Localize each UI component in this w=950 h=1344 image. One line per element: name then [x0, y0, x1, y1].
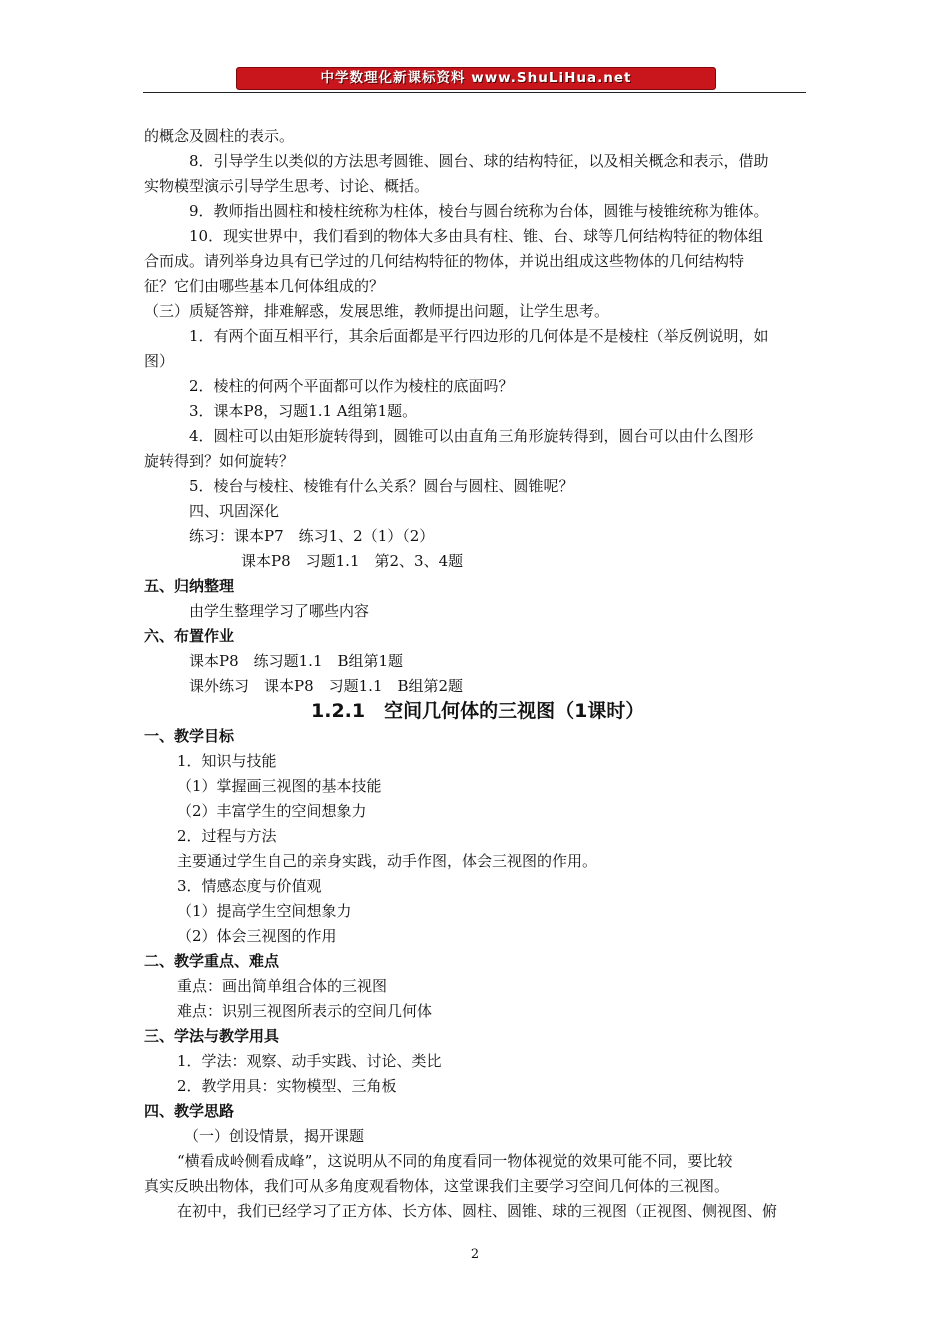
text-line: “横看成岭侧看成峰”，这说明从不同的角度看同一物体视觉的效果可能不同，要比较 [177, 1152, 733, 1170]
text-line: （三）质疑答辩，排难解惑，发展思维，教师提出问题，让学生思考。 [144, 302, 610, 320]
text-line: 主要通过学生自己的亲身实践，动手作图，体会三视图的作用。 [177, 852, 598, 870]
text-line: 1．有两个面互相平行，其余后面都是平行四边形的几何体是不是棱柱（举反例说明，如 [189, 327, 769, 345]
text-line: 由学生整理学习了哪些内容 [189, 602, 370, 620]
text-line: 难点：识别三视图所表示的空间几何体 [177, 1002, 433, 1020]
text-line: 1．学法：观察、动手实践、讨论、类比 [177, 1052, 442, 1070]
text-line: 10．现实世界中，我们看到的物体大多由具有柱、锥、台、球等几何结构特征的物体组 [189, 227, 764, 245]
page-number: 2 [470, 1247, 480, 1262]
text-line: （1）提高学生空间想象力 [177, 902, 352, 920]
text-line: （2）丰富学生的空间想象力 [177, 802, 367, 820]
text-line: 合而成。请列举身边具有已学过的几何结构特征的物体，并说出组成这些物体的几何结构特 [144, 252, 745, 270]
text-line: 3．情感态度与价值观 [177, 877, 322, 895]
text-line: 征？它们由哪些基本几何体组成的？ [144, 277, 385, 295]
lesson-title: 1.2.1 空间几何体的三视图（1课时） [311, 700, 645, 722]
text-line: 课外练习 课本P8 习题1.1 B组第2题 [189, 677, 464, 695]
text-line: 5．棱台与棱柱、棱锥有什么关系？圆台与圆柱、圆锥呢？ [189, 477, 574, 495]
text-line: （1）掌握画三视图的基本技能 [177, 777, 382, 795]
text-line: 实物模型演示引导学生思考、讨论、概括。 [144, 177, 430, 195]
section-heading: 一、教学目标 [144, 727, 235, 745]
text-line: 课本P8 练习题1.1 B组第1题 [189, 652, 404, 670]
text-line: 9．教师指出圆柱和棱柱统称为柱体，棱台与圆台统称为台体，圆锥与棱锥统称为锥体。 [189, 202, 769, 220]
section-heading: 五、归纳整理 [144, 577, 235, 595]
section-heading: 三、学法与教学用具 [144, 1027, 280, 1045]
section-heading: 六、布置作业 [144, 627, 235, 645]
text-line: 课本P8 习题1.1 第2、3、4题 [241, 552, 464, 570]
section-heading: 四、教学思路 [144, 1102, 235, 1120]
text-line: 2．教学用具：实物模型、三角板 [177, 1077, 397, 1095]
text-line: 1．知识与技能 [177, 752, 277, 770]
text-line: 图） [144, 352, 175, 370]
text-line: 8．引导学生以类似的方法思考圆锥、圆台、球的结构特征，以及相关概念和表示，借助 [189, 152, 769, 170]
text-line: 旋转得到？如何旋转？ [144, 452, 295, 470]
text-line: 3．课本P8，习题1.1 A组第1题。 [189, 402, 418, 420]
header-banner: 中学数理化新课标资料 www.ShuLiHua.net [236, 67, 716, 90]
section-heading: 二、教学重点、难点 [144, 952, 280, 970]
header-divider [143, 92, 806, 93]
text-line: 4．圆柱可以由矩形旋转得到，圆锥可以由直角三角形旋转得到，圆台可以由什么图形 [189, 427, 754, 445]
text-line: （2）体会三视图的作用 [177, 927, 337, 945]
text-line: 练习：课本P7 练习1、2（1）（2） [189, 527, 435, 545]
text-line: 重点：画出简单组合体的三视图 [177, 977, 388, 995]
text-line: 2．棱柱的何两个平面都可以作为棱柱的底面吗？ [189, 377, 514, 395]
text-line: （一）创设情景，揭开课题 [184, 1127, 365, 1145]
text-line: 的概念及圆柱的表示。 [144, 127, 295, 145]
text-line: 2．过程与方法 [177, 827, 277, 845]
text-line: 真实反映出物体，我们可从多角度观看物体，这堂课我们主要学习空间几何体的三视图。 [144, 1177, 730, 1195]
text-line: 在初中，我们已经学习了正方体、长方体、圆柱、圆锥、球的三视图（正视图、侧视图、俯 [177, 1202, 778, 1220]
text-line: 四、巩固深化 [189, 502, 280, 520]
